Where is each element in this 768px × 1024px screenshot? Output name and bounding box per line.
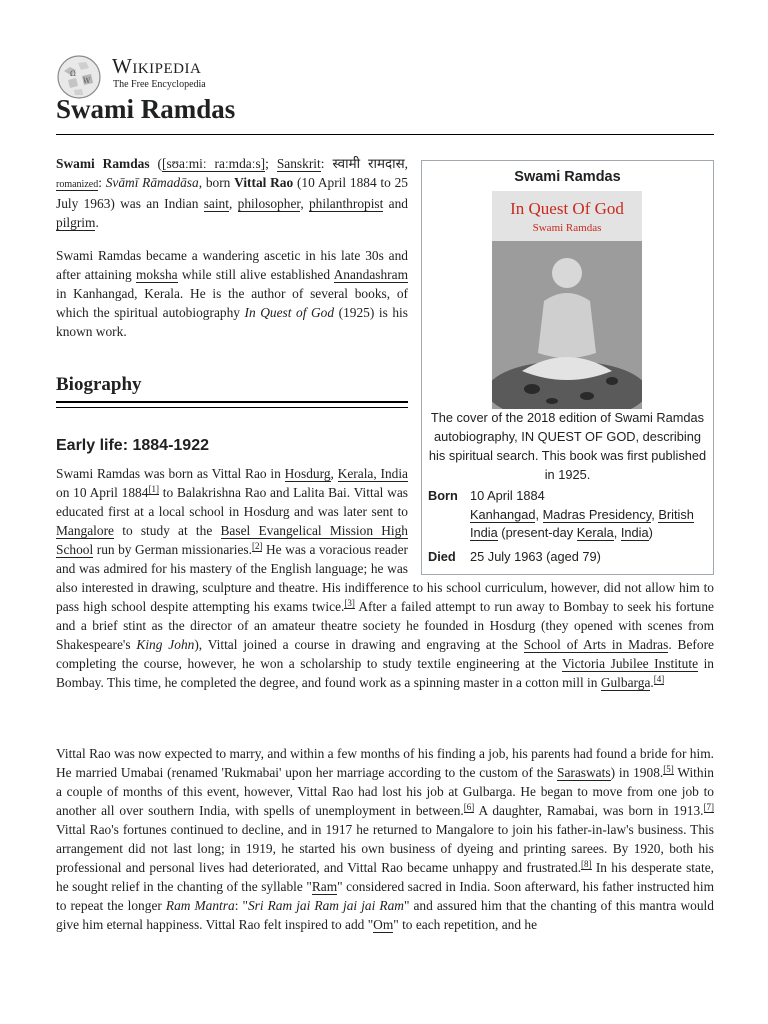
romanized-name: Svāmī Rāmadāsa	[105, 175, 199, 190]
text-span: to study at the	[114, 523, 221, 538]
link-india[interactable]: India	[620, 525, 649, 540]
title-divider	[56, 134, 714, 135]
text-span: ), Vittal joined a course in drawing and engraving at the	[194, 637, 524, 652]
mantra-text: Sri Ram jai Ram jai jai Ram	[247, 898, 404, 913]
subject-name: Swami Ramdas	[56, 156, 150, 171]
text-span: while still alive established	[177, 267, 334, 282]
link-saraswats[interactable]: Saraswats	[557, 765, 611, 780]
text-span: Vittal Rao's fortunes continued to decline, and in 1917 he returned to Mangalore to join his father-in-law's business. This arrangement did not last long; in 1919, he started his own business of dyeing and printing sarees. By 1920, both his professional and personal lives had deteriorated, and Vittal Rao became unhappy and frustrated.	[56, 822, 714, 875]
born-text: , born	[198, 175, 235, 190]
link-gulbarga[interactable]: Gulbarga	[600, 675, 651, 690]
text-span: . Before completing the course, however, he won a scholarship to study textile engineering at the	[56, 637, 714, 671]
text-span: After a failed attempt to run away to Bombay to seek his fortune and a brief stint as the director of an amateur theatre society he founded in Hosdurg (they opened with scenes from Shakespeare's	[56, 599, 714, 652]
end-text: .	[95, 215, 99, 230]
link-saint[interactable]: saint	[203, 196, 229, 211]
text-span: to Balakrishna Rao and Lalita Bai. Vittal was educated first at a local school in Hosdurg and was later sent to	[56, 485, 408, 519]
text-span: " to each repetition, and he	[393, 917, 538, 932]
dates-text: (10 April 1884 to 25 July 1963) was an Indian	[56, 175, 408, 211]
text-span: (1925) is his known work.	[56, 305, 408, 339]
link-philosopher[interactable]: philosopher	[237, 196, 301, 211]
text-span: ) in 1908.	[610, 765, 664, 780]
play-title: King John	[136, 637, 195, 652]
separator: ,	[613, 525, 621, 540]
ref-2[interactable]: [2]	[251, 540, 263, 551]
text-span: A daughter, Ramabai, was born in 1913.	[474, 803, 704, 818]
link-hosdurg[interactable]: Hosdurg	[284, 466, 331, 481]
paragraph-early-life	[56, 464, 714, 692]
text-span: )	[648, 525, 653, 540]
portrait-photo	[492, 241, 642, 409]
text-span: Swami Ramdas was born as Vittal Rao in	[56, 466, 285, 481]
section-divider	[56, 401, 408, 403]
svg-text:Ω: Ω	[70, 70, 76, 78]
text-span: (present-day	[497, 525, 577, 540]
link-basel-mission-school[interactable]: Basel Evangelical Mission High School	[56, 523, 409, 557]
lead-paragraph-1: Swami Ramdas ([sʊaːmiː raːmdaːs]; Sanskrit: स्वामी रामदास, romanized: Svāmī Rāmadāsa, born Vittal Rao (10 April 1884 to 25 July 1963) was an Indian saint, philosopher, philanthropist and pilgrim.	[56, 156, 408, 230]
cover-title: In Quest Of God	[510, 199, 624, 218]
ipa-link[interactable]: [sʊaːmiː raːmdaːs]	[162, 156, 266, 171]
section-heading-biography: Biography	[56, 374, 142, 395]
ref-5[interactable]: [5]	[663, 763, 674, 774]
paragraph-marriage	[56, 744, 714, 934]
sanskrit-link[interactable]: Sanskrit	[276, 156, 321, 171]
section-divider	[56, 407, 408, 408]
text-span: " and assured him that the chanting of this mantra would give him eternal happiness. Vittal Rao felt inspired to add "	[56, 898, 714, 932]
link-victoria-jubilee-institute[interactable]: Victoria Jubilee Institute	[562, 656, 699, 671]
svg-text:W: W	[83, 77, 91, 85]
float-spacer	[408, 464, 714, 574]
link-philanthropist[interactable]: philanthropist	[308, 196, 384, 211]
text-span: " considered sacred in India. Soon afterward, his father instructed him to repeat the longer	[56, 879, 714, 913]
ref-6[interactable]: [6]	[463, 801, 475, 812]
born-date: 10 April 1884	[470, 488, 545, 503]
book-cover-image[interactable]	[492, 191, 642, 409]
link-madras-presidency[interactable]: Madras Presidency	[542, 506, 652, 522]
born-label: Born	[428, 488, 458, 503]
link-om[interactable]: Om	[373, 917, 394, 932]
text-span: on 10 April 1884	[56, 485, 149, 500]
text-span: in Bombay. This time, he completed the degree, and found work as a spinning master in a cotton mill in	[56, 656, 714, 690]
infobox-title: Swami Ramdas	[514, 169, 621, 185]
separator: ,	[651, 506, 659, 522]
link-pilgrim[interactable]: pilgrim	[56, 215, 96, 230]
text-span: Within a couple of months of this event, however, Vittal Rao had lost his job at Gulbarga. He began to move from one job to another all over southern India, with spells of unemployment in between.	[56, 765, 714, 818]
ref-1[interactable]: [1]	[148, 483, 159, 494]
text-span: run by German missionaries.	[93, 542, 252, 557]
birth-name: Vittal Rao	[234, 175, 294, 190]
text-span: Vittal Rao was now expected to marry, and within a few months of his finding a job, his parents had found a bride for him. He married Umabai (renamed 'Rukmabai' upon her marriage according to the custom of the	[56, 746, 714, 780]
subsection-heading-early-life: Early life: 1884-1922	[56, 437, 209, 454]
separator: ,	[535, 506, 543, 522]
early-life-text	[56, 464, 714, 692]
text-span: : "	[234, 898, 248, 913]
text-span: He was a voracious reader and was admired for his mastery of the English language; he was also interested in drawing, sculpture and theatre. His indifference to his school curriculum, however, did not allow him to pass high school despite attempting his exams twice.	[56, 542, 714, 614]
text-span: In his desperate state, he sought relief in the chanting of the syllable "	[56, 860, 714, 894]
wordmark[interactable]: Wikipedia	[112, 54, 202, 78]
lead-paragraph-2	[56, 246, 408, 341]
died-value: 25 July 1963 (aged 79)	[470, 549, 601, 564]
link-ram[interactable]: Ram	[311, 879, 338, 894]
cover-caption: The cover of the 2018 edition of Swami Ramdas autobiography, IN QUEST OF GOD, describing his spiritual search. This book was first published in 1925.	[428, 410, 707, 482]
tagline: The Free Encyclopedia	[113, 79, 206, 90]
and-text: and	[383, 196, 408, 211]
cover-author: Swami Ramdas	[532, 222, 602, 234]
text-span: ,	[330, 466, 338, 481]
link-anandashram[interactable]: Anandashram	[333, 267, 408, 282]
devanagari-name: स्वामी रामदास	[332, 156, 405, 171]
link-kerala[interactable]: Kerala	[576, 525, 614, 540]
link-mangalore[interactable]: Mangalore	[56, 523, 115, 538]
ref-8[interactable]: [8]	[581, 858, 592, 869]
ref-4[interactable]: [4]	[653, 673, 665, 684]
romanized-link[interactable]: romanized	[56, 179, 99, 190]
mantra-name: Ram Mantra	[165, 898, 235, 913]
died-label: Died	[428, 549, 456, 564]
text-span: .	[650, 675, 654, 690]
link-school-of-arts-madras[interactable]: School of Arts in Madras	[523, 637, 669, 652]
book-title: In Quest of God	[244, 305, 335, 320]
link-moksha[interactable]: moksha	[135, 267, 178, 282]
link-kanhangad[interactable]: Kanhangad	[470, 506, 536, 522]
ref-7[interactable]: [7]	[703, 801, 714, 812]
link-kerala-india[interactable]: Kerala, India	[337, 466, 409, 481]
text-span: Swami Ramdas became a wandering ascetic in his late 30s and after attaining	[56, 248, 408, 282]
page-title: Swami Ramdas	[56, 94, 236, 124]
text-span: in Kanhangad, Kerala. He is the author of several books, of which the spiritual autobiography	[56, 286, 408, 320]
link-british-india[interactable]: British India	[470, 506, 694, 540]
ref-3[interactable]: [3]	[344, 597, 355, 608]
